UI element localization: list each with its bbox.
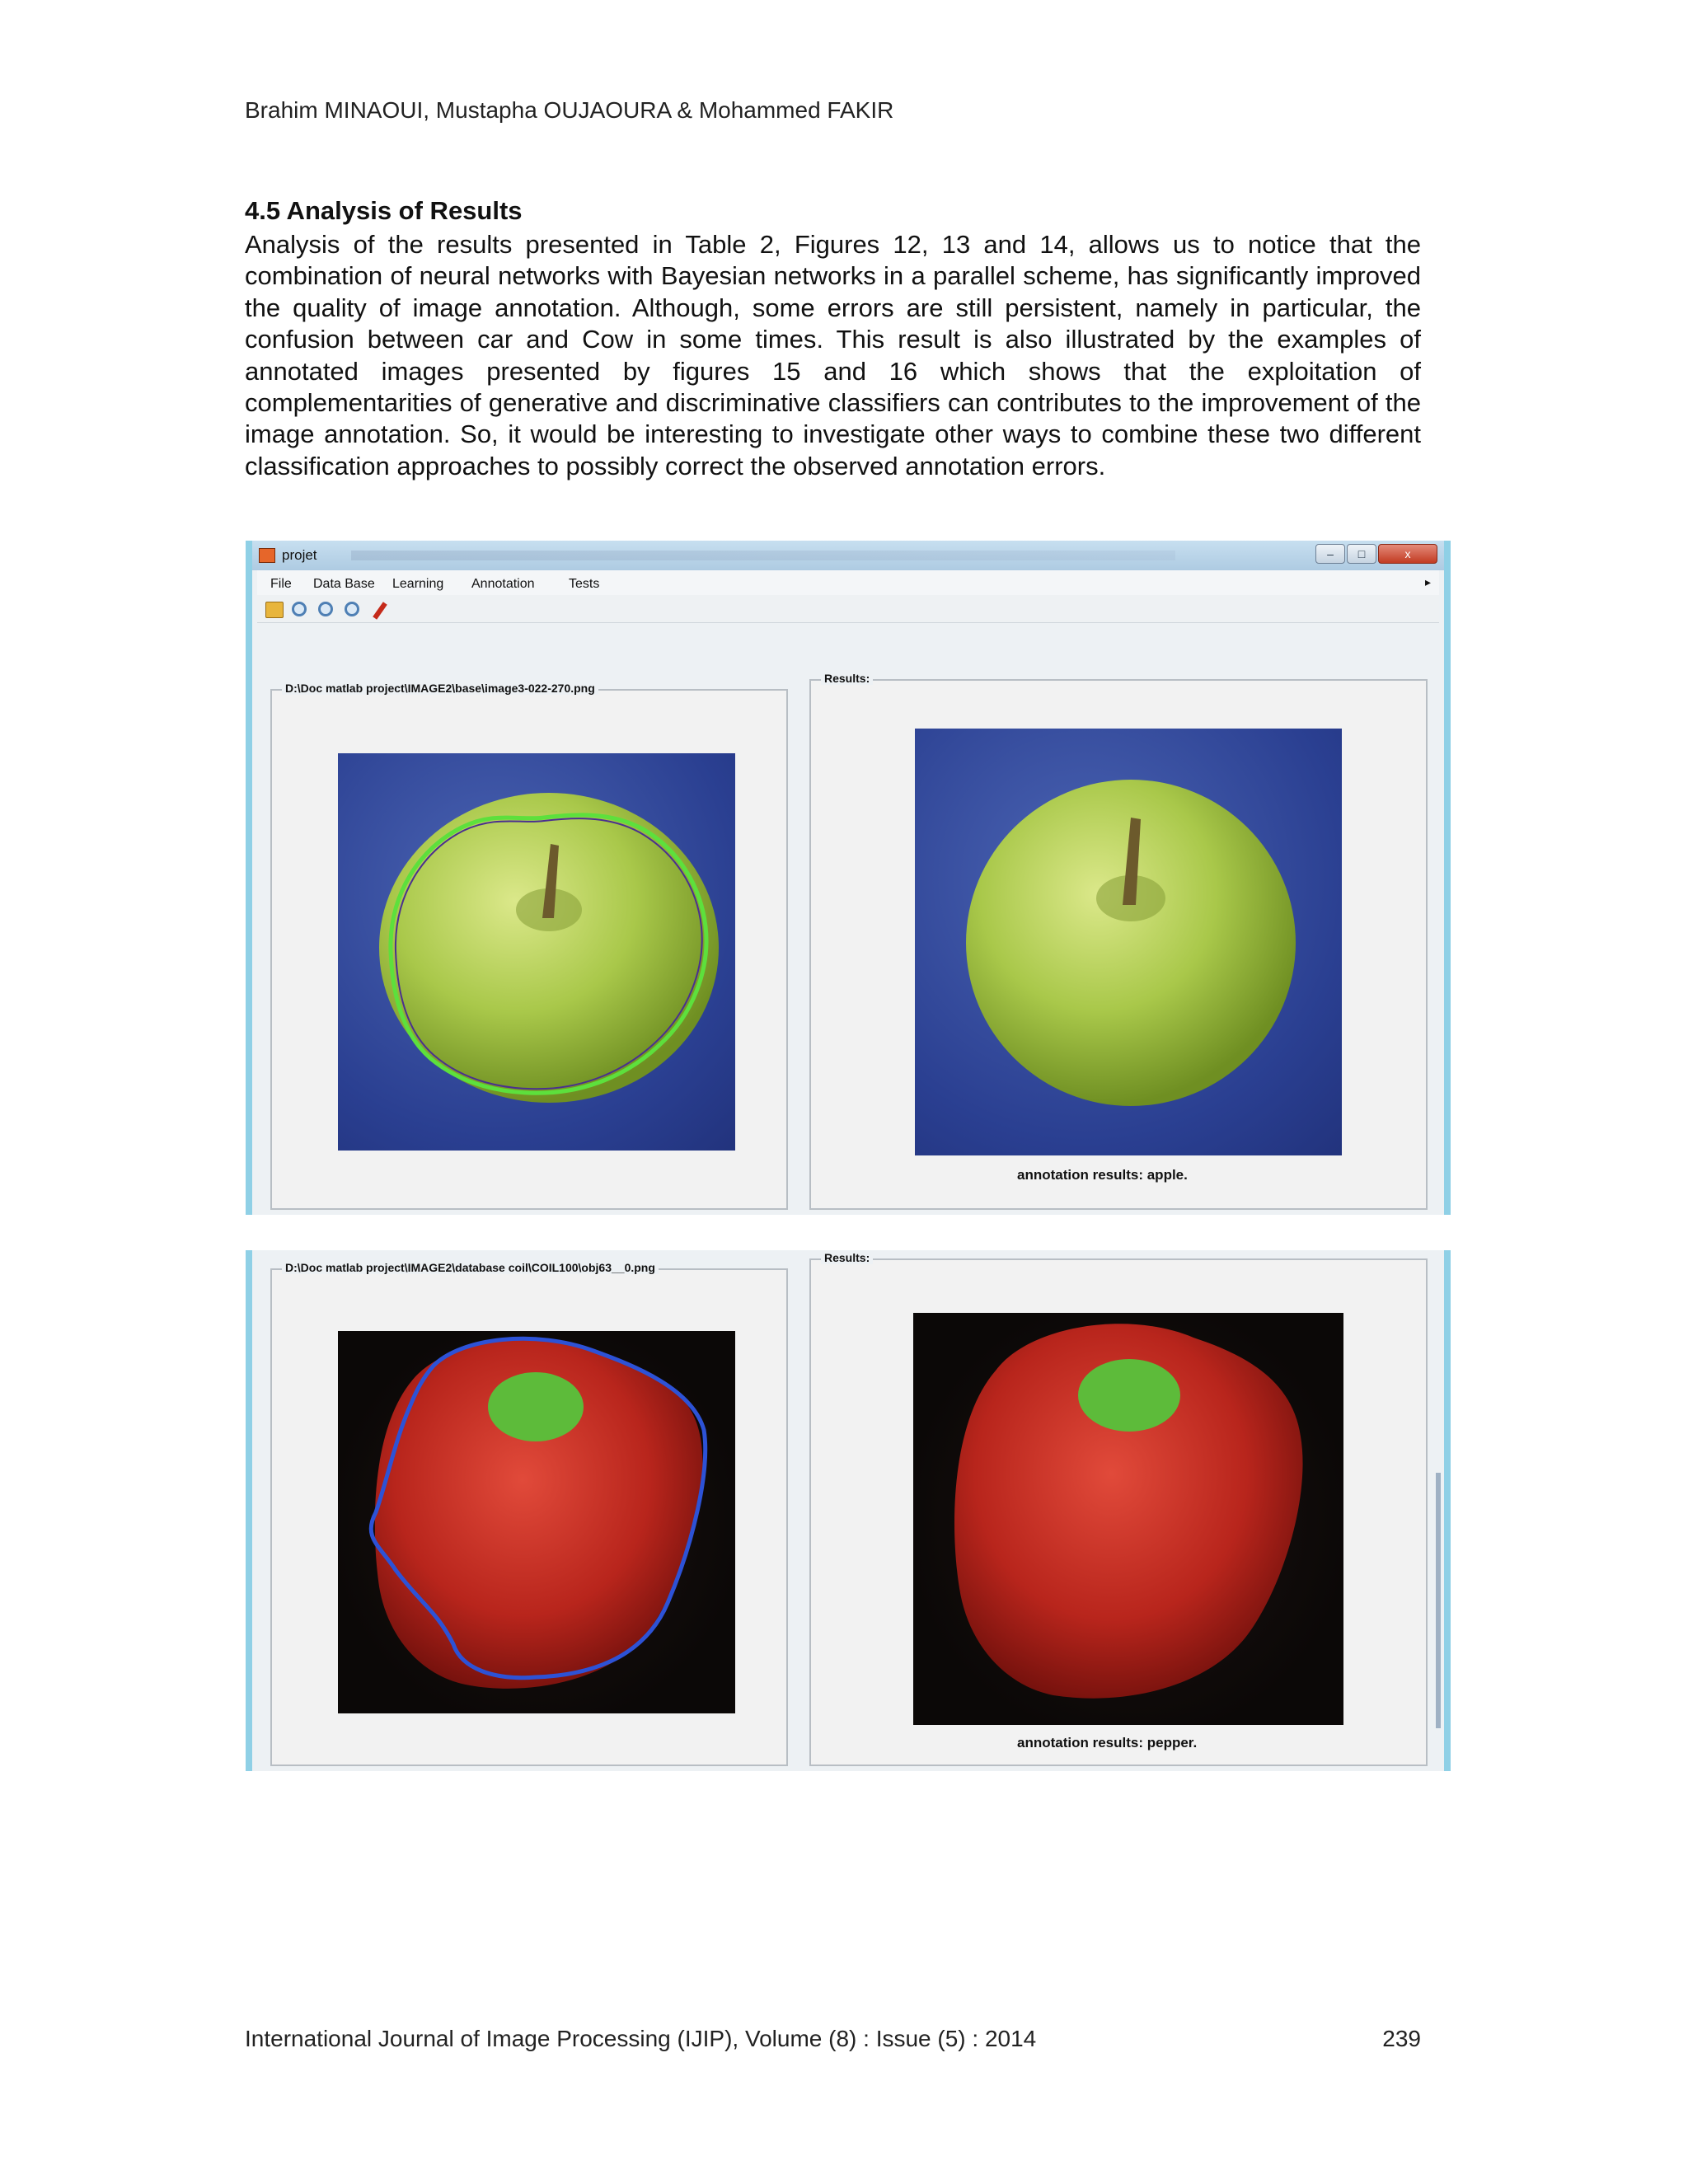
- result-image-pepper: [913, 1313, 1343, 1725]
- menu-tests[interactable]: Tests: [569, 577, 600, 591]
- apple-result-svg: [915, 729, 1342, 1155]
- menu-bar: [257, 570, 1439, 595]
- results-label: Results:: [821, 672, 873, 685]
- close-button[interactable]: x: [1378, 544, 1437, 564]
- section-title: 4.5 Analysis of Results: [245, 196, 523, 225]
- results-panel: [809, 1251, 1428, 1766]
- brush-icon[interactable]: [373, 602, 387, 619]
- input-image-path: D:\Doc matlab project\IMAGE2\base\image3-022-270.png: [282, 682, 598, 695]
- window-titlebar: [252, 541, 1444, 570]
- footer-journal: International Journal of Image Processing (IJIP), Volume (8) : Issue (5) : 2014: [245, 2026, 1037, 2051]
- menu-annotation[interactable]: Annotation: [471, 577, 535, 591]
- footer-page-number: 239: [1382, 2026, 1421, 2051]
- open-folder-icon[interactable]: [265, 602, 284, 618]
- pan-icon[interactable]: [345, 602, 359, 616]
- app-screenshot-pepper: [246, 1250, 1451, 1771]
- scrollbar-strip[interactable]: [1436, 1473, 1441, 1728]
- menu-file[interactable]: File: [270, 577, 292, 591]
- running-header: Brahim MINAOUI, Mustapha OUJAOURA & Mohammed FAKIR: [245, 97, 894, 123]
- body-paragraph: Analysis of the results presented in Table 2, Figures 12, 13 and 14, allows us to notice that the combination of neural networks with Bayesian networks in a parallel scheme, has significantly improved the quality of image annotation. Although, some errors are still persistent, namely in particular, the confusion between car and Cow in some times. This result is also illustrated by the examples of annotated images presented by figures 15 and 16 which shows that the exploitation of complementarities of generative and discriminative classifiers can contributes to the improvement of the image annotation. So, it would be interesting to investigate other ways to combine these two different classification approaches to possibly correct the observed annotation errors.: [245, 230, 1421, 480]
- input-image-apple: [338, 753, 735, 1151]
- maximize-button[interactable]: □: [1347, 544, 1376, 564]
- menu-overflow-arrow-icon[interactable]: ▸: [1424, 575, 1431, 588]
- menu-learning[interactable]: Learning: [392, 577, 444, 591]
- results-label: Results:: [821, 1251, 873, 1264]
- result-image-apple: [915, 729, 1342, 1155]
- input-image-path: D:\Doc matlab project\IMAGE2\database coil\COIL100\obj63__0.png: [282, 1261, 659, 1274]
- pepper-stem: [488, 1372, 584, 1441]
- app-screenshot-apple: [246, 541, 1451, 1215]
- pepper-result-svg: [913, 1313, 1343, 1725]
- pepper-stem: [1078, 1359, 1180, 1432]
- zoom-out-icon[interactable]: [318, 602, 333, 616]
- menu-data-base[interactable]: Data Base: [313, 577, 375, 591]
- toolbar: [257, 595, 1439, 623]
- window-title: projet: [282, 547, 317, 563]
- annotation-result-text: annotation results: apple.: [1017, 1167, 1188, 1183]
- pepper-segmented-svg: [338, 1331, 735, 1713]
- input-image-panel: [270, 1261, 788, 1766]
- input-image-panel: [270, 682, 788, 1210]
- minimize-button[interactable]: –: [1315, 544, 1345, 564]
- matlab-app-icon: [259, 548, 275, 563]
- titlebar-blurred-area: [351, 551, 1175, 560]
- input-image-pepper: [338, 1331, 735, 1713]
- apple-segmented-svg: [338, 753, 735, 1151]
- results-panel: [809, 672, 1428, 1210]
- annotation-result-text: annotation results: pepper.: [1017, 1735, 1198, 1750]
- zoom-in-icon[interactable]: [292, 602, 307, 616]
